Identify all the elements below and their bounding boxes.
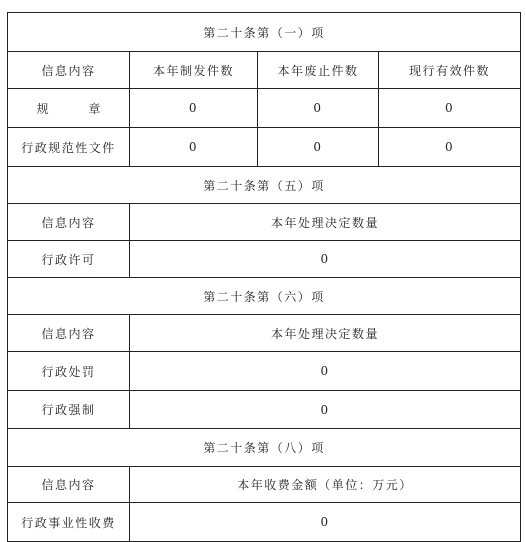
table-row [8, 352, 521, 391]
header-decision-count: 本年处理决定数量 [130, 315, 521, 352]
header-info-content: 信息内容 [8, 467, 130, 503]
table-row [8, 241, 521, 278]
cell-value: 0 [258, 128, 379, 167]
table-row [8, 391, 521, 429]
row-label-administrative-license: 行政许可 [8, 241, 130, 278]
cell-value: 0 [130, 241, 521, 278]
header-info-content: 信息内容 [8, 52, 130, 89]
row-label-administrative-enforcement: 行政强制 [8, 391, 130, 429]
header-fee-amount: 本年收费金额（单位：万元） [130, 467, 521, 503]
header-issued-count: 本年制发件数 [130, 52, 258, 89]
section-1-header-row [8, 52, 521, 89]
row-label-administrative-fees: 行政事业性收费 [8, 503, 130, 542]
header-repealed-count: 本年废止件数 [258, 52, 379, 89]
cell-value: 0 [130, 352, 521, 391]
header-decision-count: 本年处理决定数量 [130, 204, 521, 241]
cell-value: 0 [130, 503, 521, 542]
cell-value: 0 [130, 128, 258, 167]
table-row [8, 128, 521, 167]
section-4-title-row [8, 429, 521, 467]
header-info-content: 信息内容 [8, 315, 130, 352]
section-2-header-row [8, 204, 521, 241]
section-4-title: 第二十条第（八）项 [8, 429, 521, 467]
section-4-header-row [8, 467, 521, 503]
header-info-content: 信息内容 [8, 204, 130, 241]
row-label-normative-documents: 行政规范性文件 [8, 128, 130, 167]
table-row [8, 503, 521, 542]
section-1-title: 第二十条第（一）项 [8, 13, 521, 52]
cell-value: 0 [130, 391, 521, 429]
section-3-header-row [8, 315, 521, 352]
header-effective-count: 现行有效件数 [379, 52, 521, 89]
section-3-title-row [8, 278, 521, 315]
section-1-title-row [8, 13, 521, 52]
table-row [8, 89, 521, 128]
section-2-title: 第二十条第（五）项 [8, 167, 521, 204]
disclosure-table-container [7, 12, 520, 542]
cell-value: 0 [379, 128, 521, 167]
disclosure-table [7, 12, 521, 542]
cell-value: 0 [130, 89, 258, 128]
row-label-regulations: 规 章 [8, 89, 130, 128]
section-3-title: 第二十条第（六）项 [8, 278, 521, 315]
cell-value: 0 [258, 89, 379, 128]
cell-value: 0 [379, 89, 521, 128]
row-label-administrative-penalty: 行政处罚 [8, 352, 130, 391]
section-2-title-row [8, 167, 521, 204]
